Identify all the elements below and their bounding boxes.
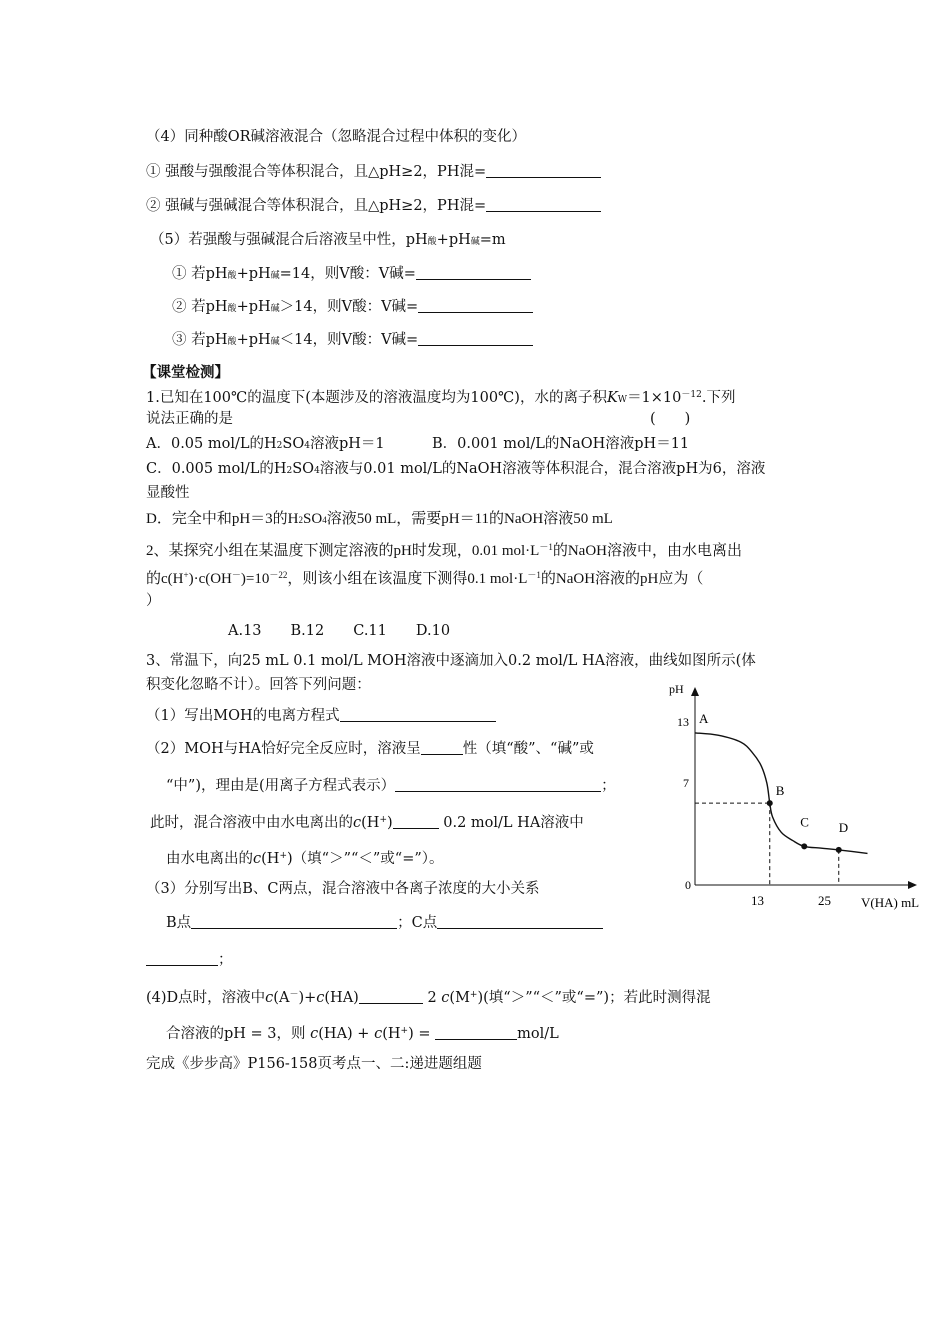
q3-line2: 积变化忽略不计）。回答下列问题：: [146, 677, 371, 693]
point-b: [767, 800, 773, 806]
x-tick-25: 25: [818, 893, 831, 908]
q3-part2-line4: 由水电离出的c(H+)（填“＞”“＜”或“=”）。: [166, 851, 444, 867]
section4-title: （4）同种酸OR碱溶液混合（忽略混合过程中体积的变化）: [146, 129, 527, 145]
x-axis-label: V(HA) mL: [861, 895, 920, 910]
answer-blank[interactable]: [393, 814, 439, 829]
q3-part3-answers: B点 ；C点: [166, 913, 603, 933]
answer-blank[interactable]: [191, 914, 397, 929]
answer-blank[interactable]: [340, 707, 496, 722]
q3-line1: 3、常温下，向25 mL 0.1 mol/L MOH溶液中逐滴加入0.2 mol/L HA溶液，曲线如图所示(体: [146, 653, 756, 669]
point-c: [801, 843, 807, 849]
q1-line1: 1.已知在100℃的温度下(本题涉及的溶液温度均为100℃)，水的离子积$KW=1\times 10^{-12}$.下列: [146, 390, 736, 406]
q1-option-b: B．0.001 mol/L的NaOH溶液pH＝11: [432, 436, 690, 452]
q1-option-c: C．0.005 mol/L的H2SO4溶液与0.01 mol/L的NaOH溶液等体积混合，混合溶液pH为6，溶液: [146, 461, 766, 477]
q2-line3: ）: [146, 593, 161, 609]
point-label-a: A: [699, 710, 709, 726]
q3-part3: （3）分别写出B、C两点，混合溶液中各离子浓度的大小关系: [146, 881, 540, 897]
section5-case3: ③ 若pH酸+pH碱＜14，则V酸：V碱=: [172, 330, 533, 352]
x-tick-13: 13: [751, 893, 764, 908]
point-d: [836, 847, 842, 853]
q3-part3-cont: ；: [146, 950, 233, 970]
point-label-c: C: [800, 814, 809, 830]
answer-blank[interactable]: [146, 951, 218, 966]
y-tick-7: 7: [683, 776, 689, 790]
section5-case1: ① 若pH酸+pH碱=14，则V酸：V碱=: [172, 264, 531, 286]
q2-options: A.13 B.12 C.11 D.10: [228, 623, 451, 639]
q3-part4-line1: (4)D点时，溶液中c(A－)+c(HA) 2 c(M+)(填“＞”“＜”或“=”)；若此时测得混: [146, 990, 711, 1006]
point-label-b: B: [775, 783, 785, 799]
section5-title: （5）若强酸与强碱混合后溶液呈中性，pH酸+pH碱=m: [150, 232, 506, 248]
q3-part2-line3: 此时，混合溶液中由水电离出的c(H+) 0.2 mol/L HA溶液中: [150, 815, 584, 831]
titration-chart: [665, 675, 925, 915]
q3-part1: （1）写出MOH的电离方程式: [146, 706, 496, 726]
q1-option-a: A．0.05 mol/L的H2SO4溶液pH＝1: [146, 436, 385, 452]
y-axis-arrow: [691, 687, 699, 696]
answer-blank[interactable]: [486, 197, 601, 212]
q3-part2-line2: “中”)，理由是(用离子方程式表示） ；: [166, 778, 616, 794]
check-heading: 【课堂检测】: [142, 364, 229, 381]
section4-line2: ② 强碱与强碱混合等体积混合，且△pH≥2，PH混=: [146, 196, 601, 216]
section5-case2: ② 若pH酸+pH碱＞14，则V酸：V碱=: [172, 297, 533, 319]
q1-line2: 说法正确的是: [146, 411, 233, 427]
x-axis-arrow: [908, 881, 917, 889]
q2-line1: 2、某探究小组在某温度下测定溶液的pH时发现，0.01 $mol\cdot L^{-1}$的NaOH溶液中，由水电离出: [146, 542, 743, 559]
q1-option-c-cont: 显酸性: [146, 485, 190, 501]
footer-instruction: 完成《步步高》P156-158页考点一、二:递进题组题: [146, 1056, 482, 1072]
section4-line1: ① 强酸与强酸混合等体积混合，且△pH≥2，PH混=: [146, 162, 601, 182]
answer-blank[interactable]: [421, 740, 463, 755]
q1-option-d: D．完全中和pH＝3的H2SO4溶液50 mL，需要pH＝11的NaOH溶液50 mL: [146, 511, 613, 527]
answer-blank[interactable]: [418, 298, 533, 313]
answer-blank[interactable]: [486, 163, 601, 178]
answer-blank[interactable]: [359, 989, 423, 1004]
q2-line2: 的$c(H^+)\cdot c(OH^-)=10^{-22}$，则该小组在该温度下测得0.1 $mol\cdot L^{-1}$的NaOH溶液的pH应为（: [146, 570, 704, 587]
answer-blank[interactable]: [418, 331, 533, 346]
y-axis-label: pH: [669, 682, 684, 696]
point-label-d: D: [838, 819, 849, 835]
q1-answer-paren[interactable]: ( ): [650, 411, 691, 427]
y-tick-13: 13: [677, 715, 689, 729]
q3-part4-line2: 合溶液的pH = 3，则 c(HA) + c(H+) = mol/L: [166, 1026, 559, 1042]
y-tick-0: 0: [685, 878, 691, 892]
q3-part2-line1: （2）MOH与HA恰好完全反应时，溶液呈 性（填“酸”、“碱”或: [146, 741, 594, 757]
answer-blank[interactable]: [435, 1025, 517, 1040]
answer-blank[interactable]: [437, 914, 603, 929]
answer-blank[interactable]: [416, 265, 531, 280]
answer-blank[interactable]: [395, 777, 601, 792]
